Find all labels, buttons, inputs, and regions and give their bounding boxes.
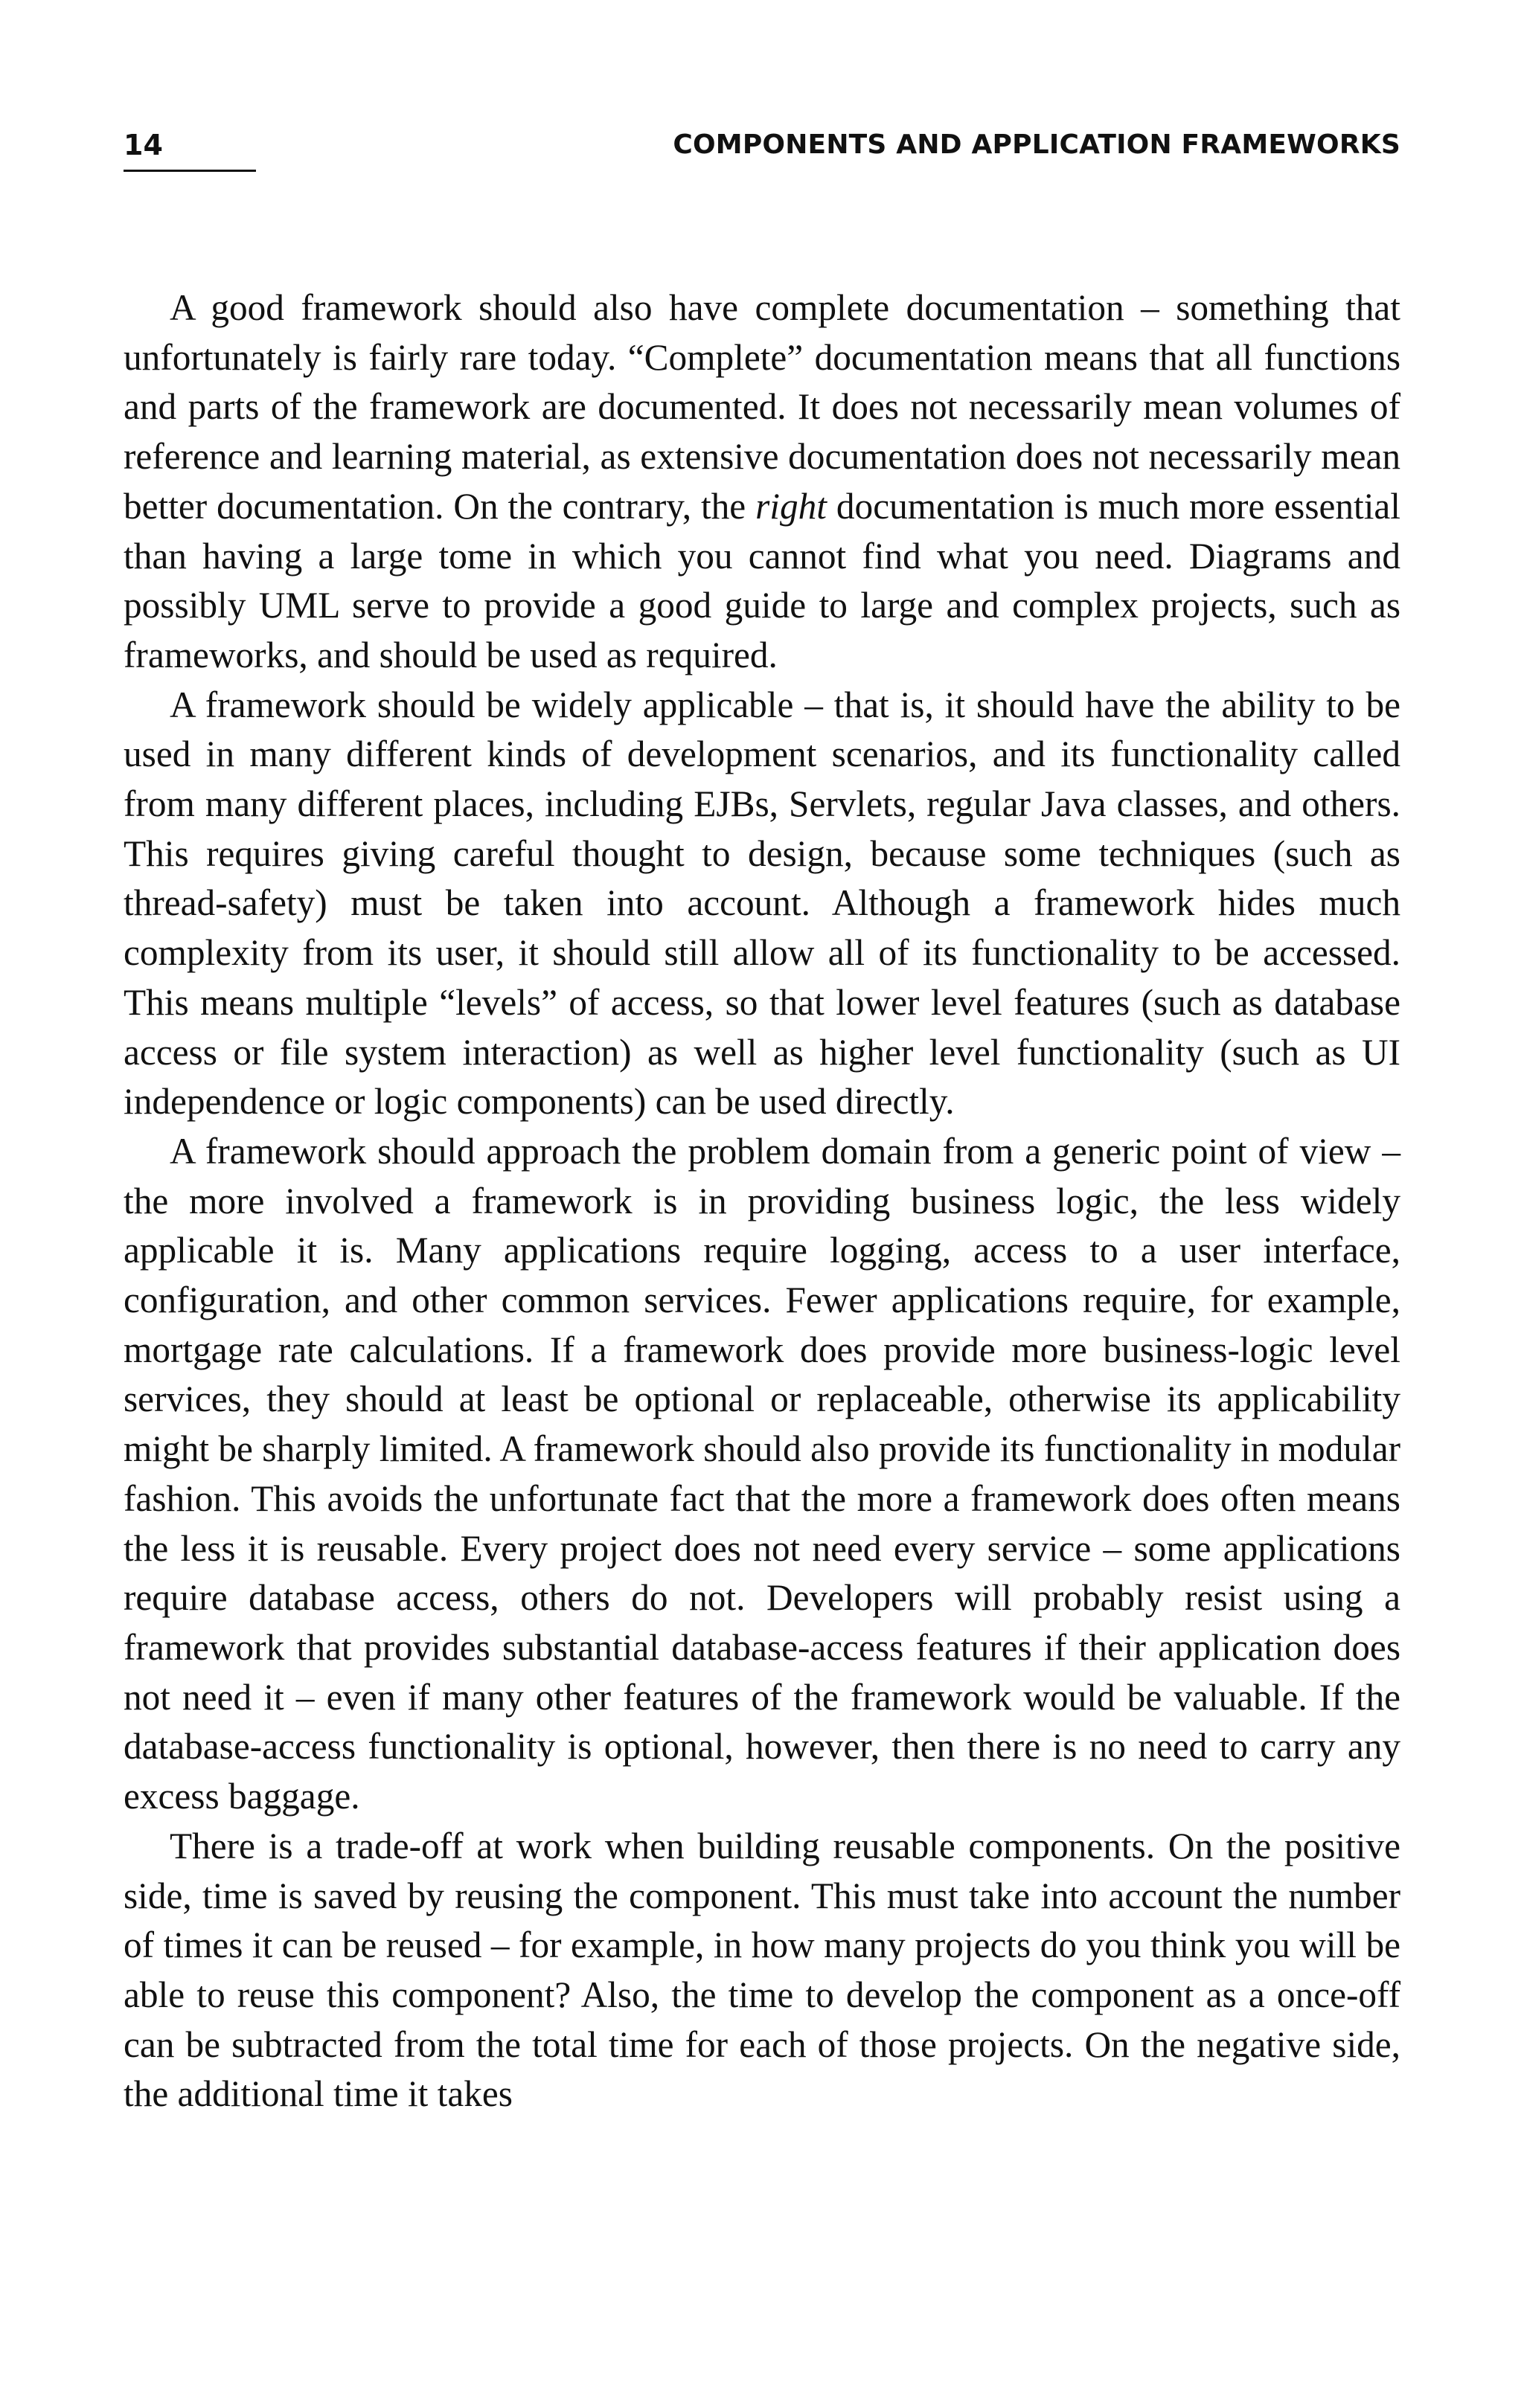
paragraph-2: A framework should be widely applicable – that is, it should have the ability to be used in many different kinds of development scenarios, and its functionality called from many different places, including EJBs, Servlets, regular Java classes, and others. This requires giving careful thought to design, because some techniques (such as thread-safety) must be taken into account. Although a framework hides much complexity from its user, it should still allow all of its functionality to be accessed. This means multiple “levels” of access, so that lower level features (such as database access or file system interaction) as well as higher level functionality (such as UI independence or logic components) can be used directly.	[124, 684, 1400, 1123]
paragraph-1	[124, 283, 1400, 681]
paragraph-1-after: documentation is much more essential than having a large tome in which you cannot find what you need. Diagrams and possibly UML serve to provide a good guide to large and complex projects, such as frameworks, and should be used as required.	[124, 485, 1400, 675]
page-header	[124, 126, 1400, 171]
emphasis-right: right	[755, 485, 827, 527]
paragraph-1-before: A good framework should also have complete documentation – something that unfortunately is fairly rare today. “Complete” documentation means that all functions and parts of the framework are documented. It does not necessarily mean volumes of reference and learning material, as extensive documentation does not necessarily mean better documentation. On the contrary, the	[124, 287, 1400, 527]
paragraph-3: A framework should approach the problem domain from a generic point of view – the more involved a framework is in providing business logic, the less widely applicable it is. Many applications require logging, access to a user interface, configuration, and other common services. Fewer applications require, for example, mortgage rate calculations. If a framework does provide more business-logic level services, they should at least be optional or replaceable, otherwise its applicability might be sharply limited. A framework should also provide its functionality in modular fashion. This avoids the unfortunate fact that the more a framework does often means the less it is reusable. Every project does not need every service – some applications require database access, others do not. Developers will probably resist using a framework that provides substantial database-access features if their application does not need it – even if many other features of the framework would be valuable. If the database-access functionality is optional, however, then there is no need to carry any excess baggage.	[124, 1130, 1400, 1817]
paragraph-4: There is a trade-off at work when building reusable components. On the positive side, time is saved by reusing the component. This must take into account the number of times it can be reused – for example, in how many projects do you think you will be able to reuse this component? Also, the time to develop the component as a once-off can be subtracted from the total time for each of those projects. On the negative side, the additional time it takes	[124, 1825, 1400, 2115]
page-number-rule	[124, 170, 256, 172]
page-number: 14	[124, 129, 163, 161]
running-head: COMPONENTS AND APPLICATION FRAMEWORKS	[673, 129, 1400, 160]
body-text	[124, 283, 1400, 2119]
